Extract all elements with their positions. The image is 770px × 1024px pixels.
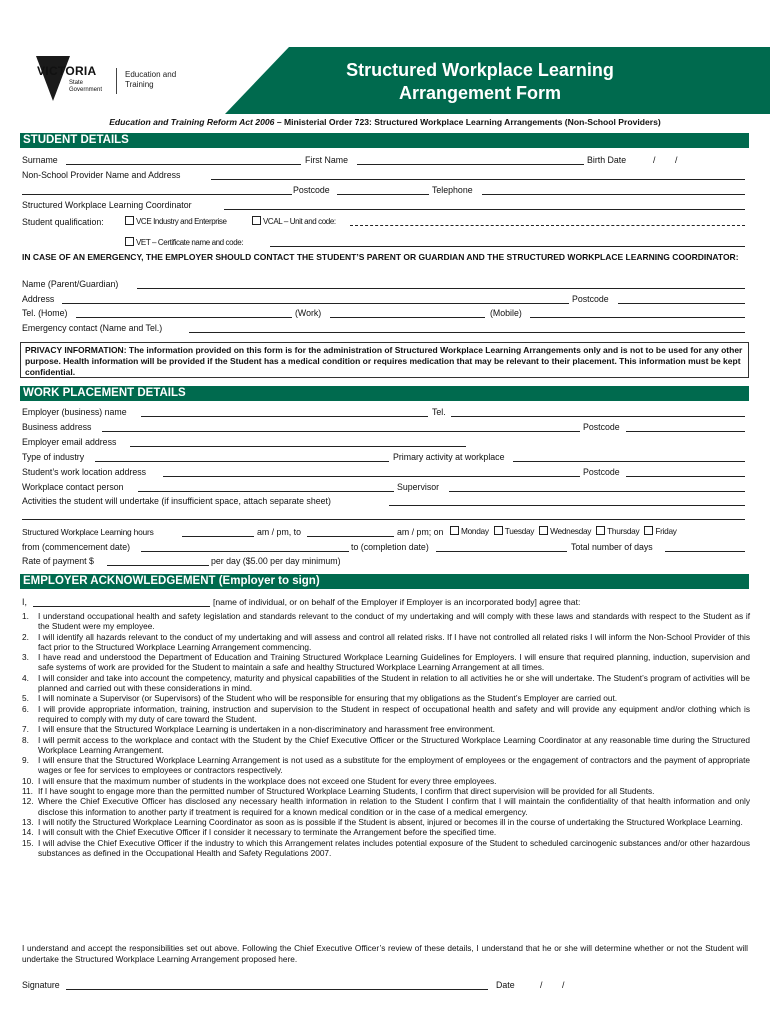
telephone-field[interactable] [482,194,745,195]
postcode2-field[interactable] [618,303,745,304]
employer-individual-name-field[interactable] [33,606,210,607]
ack-item [22,673,750,694]
address-label: Address [22,294,55,304]
option-vcal[interactable]: VCAL – Unit and code: [252,216,336,227]
ack-item-text: I will ensure that the Structured Workplace Learning is undertaken in a non-discriminatory and harassment free environment. [38,724,495,735]
ack-item-text: I will identify all hazards relevant to the conduct of my undertaking and will assess and control all related risks. If I have not controlled all related risks I will inform the Non-School Provider of this fact prior to the Structured Workplace Learning Arrangement commencing. [38,631,750,652]
industry-label: Type of industry [22,452,85,462]
ack-item [22,827,750,837]
ack-item-text: I will ensure that the Structured Workplace Learning Arrangement is not used as a substitute for the employment of employees or the engagement of contractors and the payment of appropriate wages or fee for services to employees or contractors respectively. [38,755,750,776]
option-vet[interactable]: VET – Certificate name and code: [125,237,243,248]
vet-certificate-field[interactable] [270,246,745,247]
supervisor-label: Supervisor [397,482,440,492]
ack-i-label: I, [22,597,27,607]
ack-item-number: 3. [22,652,29,663]
birth-date-field[interactable] [634,152,746,166]
emergency-note: IN CASE OF AN EMERGENCY, THE EMPLOYER SHOULD CONTACT THE STUDENT’S PARENT OR GUARDIAN AND THE STRUCTURED WORKPLACE LEARNING COORDINATOR: [22,252,739,262]
date-field[interactable] [520,977,590,991]
primary-activity-field[interactable] [513,461,745,462]
surname-label: Surname [22,155,58,165]
ack-item [22,652,750,673]
employer-email-label: Employer email address [22,437,117,447]
ack-list [22,611,750,858]
ack-item-number: 6. [22,703,29,714]
date-sep-2: / [562,980,565,990]
wednesday-checkbox[interactable] [539,526,548,535]
section-work-placement: WORK PLACEMENT DETAILS [20,386,749,401]
location-postcode-label: Postcode [583,467,620,477]
ack-item [22,611,750,632]
industry-field[interactable] [95,461,389,462]
ampm-to-label: am / pm, to [257,527,301,537]
first-name-field[interactable] [357,164,584,165]
ack-item-text: I will nominate a Supervisor (or Supervisors) of the Student who will be responsible for ensuring that my obligations as the Student’s Employer are carried out. [38,693,618,704]
surname-field[interactable] [66,164,301,165]
birth-date-sep-1: / [653,155,656,165]
ack-item-number: 2. [22,631,29,642]
tuesday-checkbox[interactable] [494,526,503,535]
ack-item-number: 8. [22,734,29,745]
signature-label: Signature [22,980,60,990]
ack-item-text: I will advise the Chief Executive Officer if the industry to which this Arrangement relates includes potential exposure of the Student to scheduled carcinogenic substances and/or other hazardous substances as defined in the Occupational Health and Safety Regulations 2007. [38,837,750,858]
birth-date-sep-2: / [675,155,678,165]
contact-person-field[interactable] [138,491,394,492]
ack-item-text: I will notify the Structured Workplace Learning Coordinator as soon as is possible if the Student is absent, injured or becomes ill in the course of undertaking the Structured Workplace Learning. [38,816,743,827]
ack-item-text: I will consult with the Chief Executive Officer if I consider it necessary to terminate the Arrangement before the specified time. [38,827,497,838]
header-banner-notch [225,47,289,114]
ack-item [22,817,750,827]
ack-item-number: 9. [22,755,29,766]
total-days-field[interactable] [665,551,745,552]
ack-item-text: I will ensure that the maximum number of students in the workplace does not exceed one Student for every three employees. [38,775,497,786]
day-monday[interactable]: Monday [450,526,489,536]
commencement-field[interactable] [141,551,349,552]
emergency-contact-field[interactable] [189,332,745,333]
ack-item-number: 14. [22,827,34,838]
vcal-checkbox[interactable] [252,216,261,225]
logo-state-government: State Government [69,80,103,93]
logo-divider [116,68,117,94]
primary-activity-label: Primary activity at workplace [393,452,505,462]
ack-item-number: 10. [22,775,34,786]
ack-item [22,632,750,653]
monday-checkbox[interactable] [450,526,459,535]
activities-field-1[interactable] [389,505,745,506]
signature-field[interactable] [66,989,488,990]
ack-item [22,796,750,817]
section-student-details: STUDENT DETAILS [20,133,749,148]
birth-date-label: Birth Date [587,155,627,165]
provider-field[interactable] [211,179,745,180]
completion-field[interactable] [436,551,567,552]
days-options [450,526,677,537]
section-employer-ack: EMPLOYER ACKNOWLEDGEMENT (Employer to sign) [20,574,749,589]
employer-name-field[interactable] [141,416,428,417]
ack-item-text: I will consider and take into account the competency, maturity and physical capabilities of the Student in relation to all activities he or she will undertake. The Student’s program of activities will be planned and carried out with these considerations in mind. [38,672,750,694]
business-address-label: Business address [22,422,92,432]
ack-item [22,838,750,859]
privacy-notice: PRIVACY INFORMATION: The information provided on this form is for the administration of Structured Workplace Learning Arrangements only and is not to be used for any other purpose. Health information will be provided if the Student has a medical condition or requires medication that may be relevant to their placement. This information must be kept confidential. [20,342,749,378]
option-vce[interactable]: VCE Industry and Enterprise [125,216,227,227]
form-title: Structured Workplace Learning Arrangement Form [346,60,614,103]
tel-home-label: Tel. (Home) [22,308,68,318]
location-postcode-field[interactable] [626,476,745,477]
work-location-field[interactable] [163,476,580,477]
activities-label: Activities the student will undertake (if insufficient space, attach separate sheet) [22,496,331,506]
tel-mobile-field[interactable] [530,317,745,318]
employer-email-field[interactable] [130,446,466,447]
day-wednesday[interactable]: Wednesday [539,526,591,536]
postcode-field[interactable] [337,194,429,195]
telephone-label: Telephone [432,185,473,195]
ack-item [22,755,750,776]
hours-from-field[interactable] [182,536,254,537]
day-friday[interactable]: Friday [644,526,676,536]
rate-label: Rate of payment $ [22,556,94,566]
provider-label: Non-School Provider Name and Address [22,170,181,180]
tel-work-field[interactable] [330,317,485,318]
ack-item [22,724,750,734]
work-location-label: Student’s work location address [22,467,147,477]
ack-item [22,786,750,796]
thursday-checkbox[interactable] [596,526,605,535]
logo-department: Education and Training [125,70,177,89]
per-day-label: per day ($5.00 per day minimum) [211,556,341,566]
employer-name-label: Employer (business) name [22,407,127,417]
parent-name-field[interactable] [137,288,745,289]
ack-item-number: 12. [22,796,34,807]
business-postcode-label: Postcode [583,422,620,432]
vce-checkbox[interactable] [125,216,134,225]
ack-item-number: 5. [22,693,29,704]
ack-item-text: I will provide appropriate information, training, instruction and supervision to the Student in respect of occupational health and safety and will provide any equipment and/or clothing which is required to comply with my duty of care toward the Student. [38,703,750,724]
postcode-label: Postcode [293,185,330,195]
date-label: Date [496,980,515,990]
address-field[interactable] [62,303,569,304]
friday-checkbox[interactable] [644,526,653,535]
date-sep-1: / [540,980,543,990]
ack-item-text: Where the Chief Executive Officer has disclosed any necessary health information in relation to the Student I confirm that I will maintain the confidentiality of that health information and only disclose this information to another party if treatment is required for a known medical condition or in the case of a medical emergency. [38,796,750,817]
postcode2-label: Postcode [572,294,609,304]
tel-home-field[interactable] [76,317,292,318]
ack-item [22,704,750,725]
emergency-contact-label: Emergency contact (Name and Tel.) [22,323,163,333]
ack-item-text: If I have sought to engage more than the permitted number of Structured Workplace Learning Students, I confirm that direct supervision will be provided for all Students. [38,786,655,797]
ack-item-number: 13. [22,816,34,827]
tel-mobile-label: (Mobile) [490,308,522,318]
total-days-label: Total number of days [571,542,653,552]
day-thursday[interactable]: Thursday [596,526,639,536]
ack-item-text: I have read and understood the Department of Education and Training Structured Workplace Learning Guidelines for Employers. I will ensure that required planning, induction, supervision and safe systems of work are provided for the Student to maintain a safe and healthy Structured Workplace Learning Arrangement at all times. [38,652,750,673]
commencement-label: from (commencement date) [22,542,131,552]
vet-checkbox[interactable] [125,237,134,246]
completion-label: to (completion date) [351,542,429,552]
provider-address-field[interactable] [22,194,292,195]
parent-name-label: Name (Parent/Guardian) [22,279,119,289]
ack-item-number: 15. [22,837,34,848]
coordinator-field[interactable] [224,209,745,210]
hours-label: Structured Workplace Learning hours [22,527,154,537]
ack-item-number: 1. [22,611,29,621]
employer-tel-field[interactable] [451,416,745,417]
ack-item [22,735,750,756]
contact-person-label: Workplace contact person [22,482,124,492]
ack-item [22,776,750,786]
tel-work-label: (Work) [295,308,322,318]
ack-item-text: I understand occupational health and safety legislation and standards relevant to the conduct of my undertaking and will comply with these laws and standards with respect to the Student as if the Student were my employee. [38,611,750,632]
vcal-unit-field[interactable] [350,225,745,226]
employer-tel-label: Tel. [432,407,446,417]
form-subtitle: Education and Training Reform Act 2006 – Ministerial Order 723: Structured Workplace Learning Arrangements (Non-School Providers) [109,117,661,127]
ack-closing: I understand and accept the responsibilities set out above. Following the Chief Executive Officer’s review of these details, I understand that he or she will determine whether or not the Student will undertake the Structured Workplace Learning Arrangement proposed here. [22,943,748,964]
ack-item-number: 4. [22,672,29,683]
rate-field[interactable] [107,565,209,566]
logo-victoria-text: VICTORIA [37,64,97,78]
ack-item [22,693,750,703]
activities-field-2[interactable] [22,519,745,520]
qualification-label: Student qualification: [22,217,104,227]
ack-item-number: 7. [22,724,29,735]
victoria-logo-mark [36,56,70,101]
day-tuesday[interactable]: Tuesday [494,526,534,536]
hours-to-field[interactable] [307,536,394,537]
business-address-field[interactable] [102,431,580,432]
business-postcode-field[interactable] [626,431,745,432]
ack-item-number: 11. [22,786,33,797]
coordinator-label: Structured Workplace Learning Coordinator [22,200,192,210]
ampm-on-label: am / pm; on [397,527,444,537]
ack-item-text: I will permit access to the workplace and contact with the Student by the Chief Executive Officer or the Structured Workplace Learning Coordinator at any reasonable time during the Structured Workplace Learning Arrangement. [38,734,750,755]
ack-intro: [name of individual, or on behalf of the Employer if Employer is an incorporated body] agree that: [213,597,581,607]
first-name-label: First Name [305,155,349,165]
supervisor-field[interactable] [449,491,745,492]
